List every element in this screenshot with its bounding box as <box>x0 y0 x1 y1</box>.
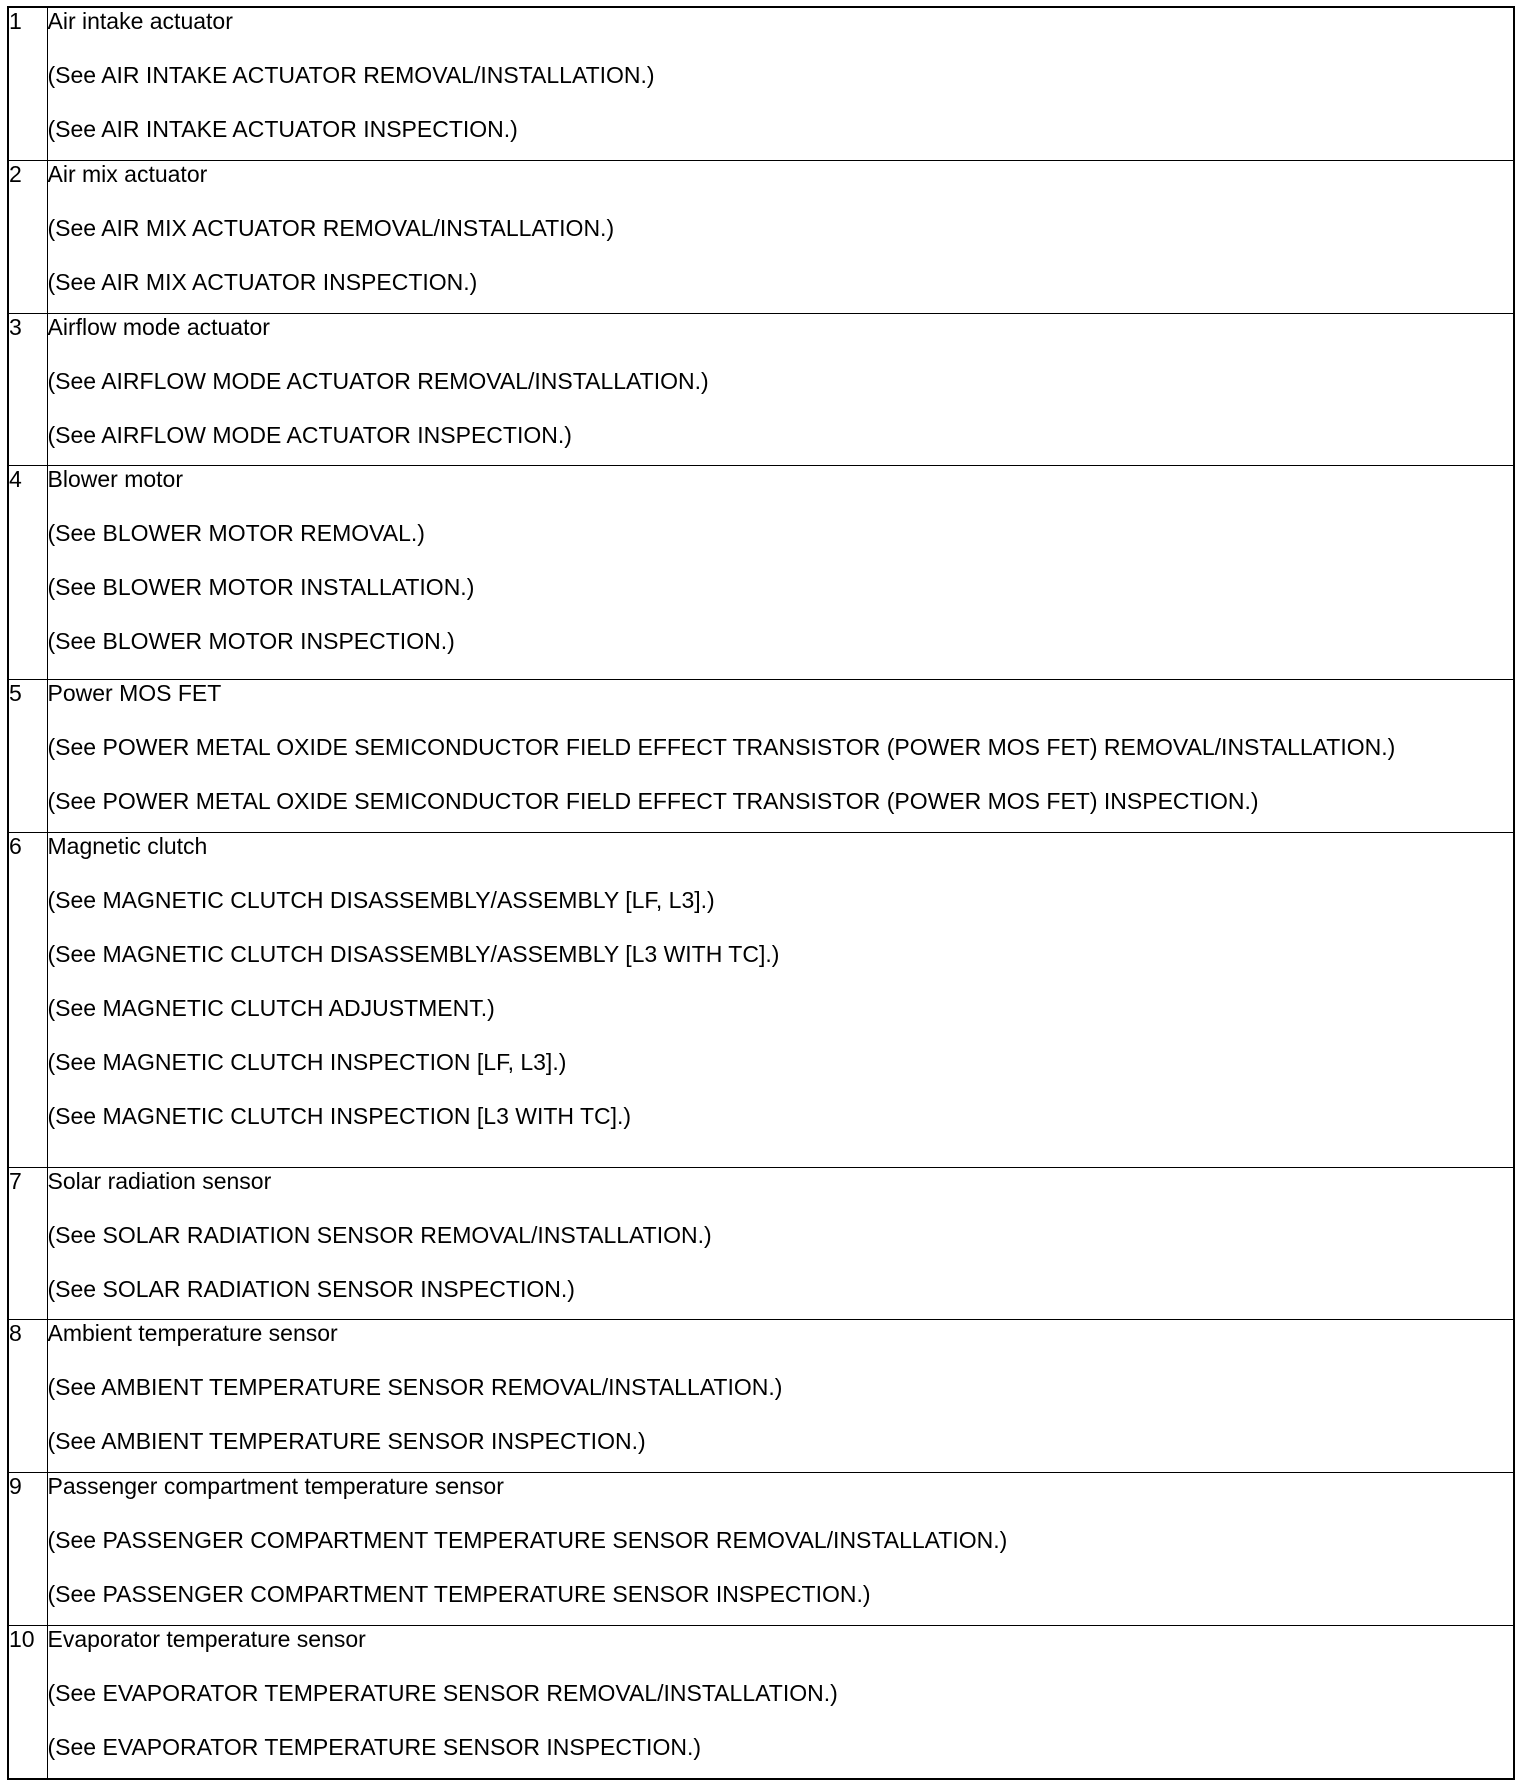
row-description <box>47 1626 1513 1778</box>
reference-link[interactable]: (See MAGNETIC CLUTCH ADJUSTMENT.) <box>47 994 495 1021</box>
reference-link[interactable]: (See POWER METAL OXIDE SEMICONDUCTOR FIELD EFFECT TRANSISTOR (POWER MOS FET) REMOVAL/INSTALLATION.) <box>47 733 1396 760</box>
part-name: Air mix actuator <box>47 160 208 187</box>
reference-link[interactable]: (See MAGNETIC CLUTCH INSPECTION [LF, L3].) <box>47 1048 567 1075</box>
reference-link[interactable]: (See MAGNETIC CLUTCH DISASSEMBLY/ASSEMBLY [L3 WITH TC].) <box>47 940 780 967</box>
reference-link[interactable]: (See BLOWER MOTOR REMOVAL.) <box>47 520 425 547</box>
row-description <box>47 1320 1513 1473</box>
part-name: Evaporator temperature sensor <box>47 1626 366 1653</box>
reference-link[interactable]: (See AMBIENT TEMPERATURE SENSOR REMOVAL/INSTALLATION.) <box>47 1374 783 1401</box>
table-row <box>9 1473 1513 1626</box>
reference-link[interactable]: (See BLOWER MOTOR INSPECTION.) <box>47 628 455 655</box>
row-description <box>47 313 1513 466</box>
part-name: Magnetic clutch <box>47 832 208 859</box>
reference-link[interactable]: (See BLOWER MOTOR INSTALLATION.) <box>47 574 475 601</box>
row-description <box>47 8 1513 160</box>
reference-link[interactable]: (See AIR INTAKE ACTUATOR INSPECTION.) <box>47 116 518 142</box>
row-number: 7 <box>9 1167 47 1320</box>
row-number: 1 <box>9 8 47 160</box>
part-name: Airflow mode actuator <box>47 313 270 340</box>
table-row <box>9 466 1513 680</box>
reference-link[interactable]: (See SOLAR RADIATION SENSOR INSPECTION.) <box>47 1275 575 1302</box>
reference-link[interactable]: (See POWER METAL OXIDE SEMICONDUCTOR FIELD EFFECT TRANSISTOR (POWER MOS FET) INSPECTION.) <box>47 787 1259 814</box>
reference-link[interactable]: (See SOLAR RADIATION SENSOR REMOVAL/INSTALLATION.) <box>47 1221 712 1248</box>
parts-table <box>9 8 1513 1778</box>
reference-link[interactable]: (See AIRFLOW MODE ACTUATOR REMOVAL/INSTALLATION.) <box>47 367 709 394</box>
table-row <box>9 313 1513 466</box>
table-row <box>9 1167 1513 1320</box>
table-row <box>9 832 1513 1167</box>
reference-link[interactable]: (See AIR INTAKE ACTUATOR REMOVAL/INSTALLATION.) <box>47 62 655 88</box>
table-row <box>9 8 1513 160</box>
row-description <box>47 1167 1513 1320</box>
reference-link[interactable]: (See PASSENGER COMPARTMENT TEMPERATURE SENSOR REMOVAL/INSTALLATION.) <box>47 1527 1008 1554</box>
row-number: 10 <box>9 1626 47 1778</box>
reference-link[interactable]: (See AIR MIX ACTUATOR INSPECTION.) <box>47 268 478 295</box>
row-number: 4 <box>9 466 47 680</box>
reference-link[interactable]: (See AIR MIX ACTUATOR REMOVAL/INSTALLATION.) <box>47 214 615 241</box>
row-number: 5 <box>9 679 47 832</box>
part-name: Passenger compartment temperature sensor <box>47 1473 504 1500</box>
reference-link[interactable]: (See AIRFLOW MODE ACTUATOR INSPECTION.) <box>47 421 572 448</box>
reference-link[interactable]: (See AMBIENT TEMPERATURE SENSOR INSPECTION.) <box>47 1428 646 1455</box>
table-row <box>9 160 1513 313</box>
row-description <box>47 160 1513 313</box>
reference-link[interactable]: (See MAGNETIC CLUTCH INSPECTION [L3 WITH TC].) <box>47 1102 632 1129</box>
table-row <box>9 1626 1513 1778</box>
row-number: 6 <box>9 832 47 1167</box>
part-name: Solar radiation sensor <box>47 1167 272 1194</box>
part-name: Air intake actuator <box>47 8 233 34</box>
reference-link[interactable]: (See MAGNETIC CLUTCH DISASSEMBLY/ASSEMBLY [LF, L3].) <box>47 886 715 913</box>
row-description <box>47 832 1513 1167</box>
table-row <box>9 1320 1513 1473</box>
row-number: 8 <box>9 1320 47 1473</box>
reference-link[interactable]: (See PASSENGER COMPARTMENT TEMPERATURE SENSOR INSPECTION.) <box>47 1581 871 1608</box>
row-description <box>47 1473 1513 1626</box>
part-name: Power MOS FET <box>47 679 222 706</box>
row-description <box>47 466 1513 680</box>
table-row <box>9 679 1513 832</box>
row-description <box>47 679 1513 832</box>
reference-link[interactable]: (See EVAPORATOR TEMPERATURE SENSOR INSPECTION.) <box>47 1734 701 1761</box>
part-name: Ambient temperature sensor <box>47 1320 338 1347</box>
parts-reference-table <box>7 6 1515 1780</box>
reference-link[interactable]: (See EVAPORATOR TEMPERATURE SENSOR REMOVAL/INSTALLATION.) <box>47 1680 838 1707</box>
row-number: 3 <box>9 313 47 466</box>
row-number: 2 <box>9 160 47 313</box>
part-name: Blower motor <box>47 466 183 493</box>
row-number: 9 <box>9 1473 47 1626</box>
